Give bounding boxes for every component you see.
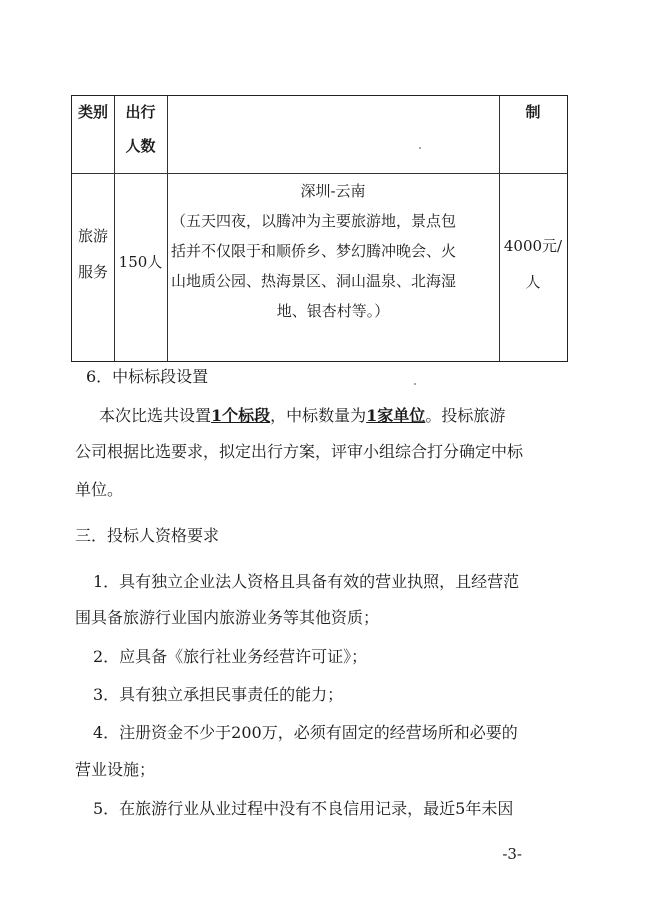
qualification-line: 2．应具备《旅行社业务经营许可证》； <box>93 647 368 666</box>
table-divider <box>72 173 567 174</box>
section6-paragraph-line2: 公司根据比选要求，拟定出行方案，评审小组综合打分确定中标 <box>75 442 524 461</box>
header-price: 制 <box>525 103 541 121</box>
itinerary-table <box>71 95 568 362</box>
scan-speck <box>414 383 416 385</box>
qualification-line: 1．具有独立企业法人资格且具备有效的营业执照，且经营范 <box>93 572 520 591</box>
row-people: 150人 <box>118 253 163 271</box>
header-category: 类别 <box>77 103 108 121</box>
row-price-line2: 人 <box>525 273 541 291</box>
section6-heading: 6．中标标段设置 <box>86 367 209 386</box>
route-title: 深圳-云南 <box>300 182 366 200</box>
header-people-line2: 人数 <box>125 137 156 155</box>
row-price-line1: 4000元/ <box>503 237 563 255</box>
scan-speck <box>419 147 421 149</box>
row-category-line2: 服务 <box>77 263 108 281</box>
section6-paragraph-line3: 单位。 <box>75 480 124 499</box>
route-desc-line: （五天四夜，以腾冲为主要旅游地，景点包 <box>171 212 457 230</box>
winner-count: 1家单位 <box>366 406 426 425</box>
route-desc-line: 括并不仅限于和顺侨乡、梦幻腾冲晚会、火 <box>171 242 457 260</box>
qualification-line: 围具备旅游行业国内旅游业务等其他资质； <box>75 608 380 627</box>
header-people-line1: 出行 <box>125 103 156 121</box>
bid-section-count: 1个标段 <box>211 406 271 425</box>
qualification-line: 4．注册资金不少于200万，必须有固定的经营场所和必要的 <box>93 723 518 742</box>
section6-paragraph-line1: 本次比选共设置1个标段，中标数量为1家单位。投标旅游 <box>99 406 506 425</box>
section3-heading: 三．投标人资格要求 <box>75 526 220 545</box>
qualification-line: 5．在旅游行业从业过程中没有不良信用记录，最近5年未因 <box>93 799 514 818</box>
qualification-line: 营业设施； <box>75 760 156 779</box>
qualification-line: 3．具有独立承担民事责任的能力； <box>93 685 344 704</box>
page-number: -3- <box>502 845 522 863</box>
row-category-line1: 旅游 <box>77 227 108 245</box>
route-desc-line: 山地质公园、热海景区、洞山温泉、北海湿 <box>171 272 457 290</box>
table-divider <box>499 96 500 361</box>
route-cell <box>167 176 499 326</box>
route-desc-line: 地、银杏村等。） <box>276 302 390 320</box>
